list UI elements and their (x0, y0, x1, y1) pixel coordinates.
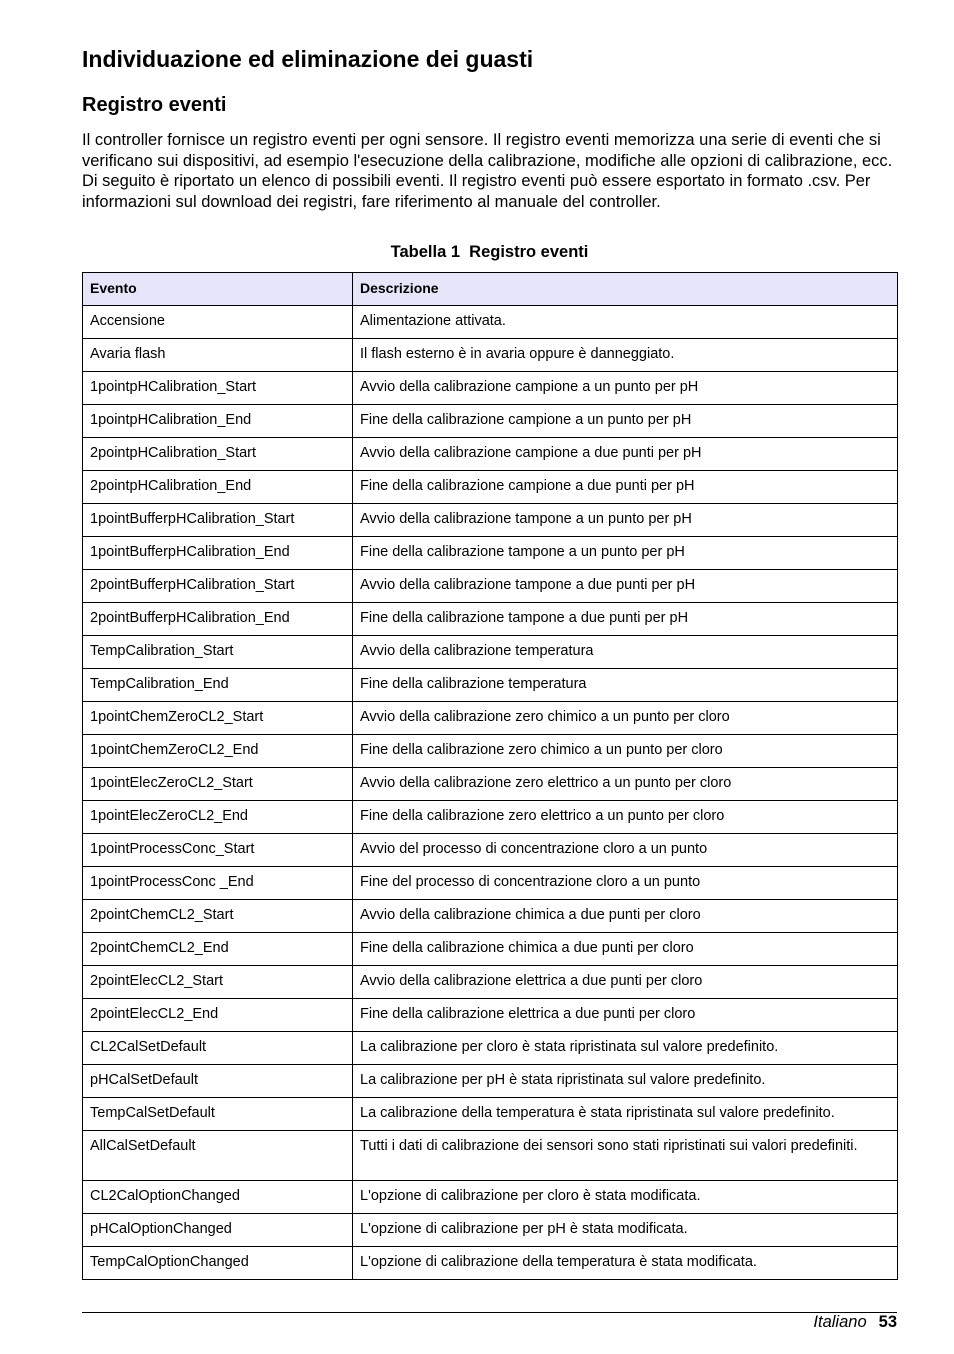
event-cell: CL2CalSetDefault (83, 1032, 353, 1065)
footer-language: Italiano (813, 1313, 867, 1331)
description-cell: L'opzione di calibrazione della temperatura è stata modificata. (353, 1247, 898, 1280)
description-cell: Fine della calibrazione tampone a due punti per pH (353, 603, 898, 636)
table-row (83, 735, 898, 768)
table-row (83, 834, 898, 867)
column-header-descrizione: Descrizione (353, 273, 898, 306)
event-cell: TempCalOptionChanged (83, 1247, 353, 1280)
table-row (83, 867, 898, 900)
description-cell: Fine del processo di concentrazione cloro a un punto (353, 867, 898, 900)
table-row (83, 405, 898, 438)
table-row (83, 768, 898, 801)
table-row (83, 471, 898, 504)
event-cell: 2pointElecCL2_Start (83, 966, 353, 999)
description-cell: La calibrazione per cloro è stata ripristinata sul valore predefinito. (353, 1032, 898, 1065)
description-cell: Fine della calibrazione elettrica a due punti per cloro (353, 999, 898, 1032)
event-cell: Avaria flash (83, 339, 353, 372)
table-row (83, 1214, 898, 1247)
description-cell: Avvio della calibrazione tampone a due punti per pH (353, 570, 898, 603)
event-cell: 2pointBufferpHCalibration_End (83, 603, 353, 636)
description-cell: Avvio della calibrazione zero chimico a un punto per cloro (353, 702, 898, 735)
event-cell: 1pointChemZeroCL2_End (83, 735, 353, 768)
table-row (83, 306, 898, 339)
table-header-row (83, 273, 898, 306)
event-cell: TempCalSetDefault (83, 1098, 353, 1131)
event-cell: 2pointChemCL2_End (83, 933, 353, 966)
description-cell: Fine della calibrazione temperatura (353, 669, 898, 702)
table-row (83, 669, 898, 702)
table-row (83, 1247, 898, 1280)
description-cell: Avvio della calibrazione chimica a due punti per cloro (353, 900, 898, 933)
event-cell: Accensione (83, 306, 353, 339)
events-table (82, 272, 898, 1280)
event-cell: pHCalSetDefault (83, 1065, 353, 1098)
description-cell: Avvio della calibrazione zero elettrico a un punto per cloro (353, 768, 898, 801)
table-row (83, 1098, 898, 1131)
table-row (83, 1181, 898, 1214)
table-caption: Tabella 1 Registro eventi (390, 243, 589, 261)
event-cell: AllCalSetDefault (83, 1131, 353, 1181)
column-header-evento: Evento (83, 273, 353, 306)
event-cell: 1pointProcessConc_Start (83, 834, 353, 867)
description-cell: Avvio della calibrazione elettrica a due punti per cloro (353, 966, 898, 999)
event-cell: 1pointBufferpHCalibration_Start (83, 504, 353, 537)
description-cell: La calibrazione per pH è stata ripristinata sul valore predefinito. (353, 1065, 898, 1098)
table-row (83, 702, 898, 735)
table-row (83, 801, 898, 834)
description-cell: Fine della calibrazione zero chimico a un punto per cloro (353, 735, 898, 768)
table-row (83, 999, 898, 1032)
table-row (83, 537, 898, 570)
table-row (83, 966, 898, 999)
table-row (83, 438, 898, 471)
table-row (83, 1065, 898, 1098)
description-cell: Avvio del processo di concentrazione cloro a un punto (353, 834, 898, 867)
event-cell: TempCalibration_End (83, 669, 353, 702)
description-cell: L'opzione di calibrazione per pH è stata modificata. (353, 1214, 898, 1247)
event-cell: 1pointProcessConc _End (83, 867, 353, 900)
description-cell: Avvio della calibrazione tampone a un punto per pH (353, 504, 898, 537)
table-row (83, 603, 898, 636)
description-cell: Fine della calibrazione campione a due punti per pH (353, 471, 898, 504)
event-cell: 1pointChemZeroCL2_Start (83, 702, 353, 735)
event-cell: 1pointpHCalibration_End (83, 405, 353, 438)
description-cell: Fine della calibrazione zero elettrico a un punto per cloro (353, 801, 898, 834)
description-cell: Il flash esterno è in avaria oppure è danneggiato. (353, 339, 898, 372)
table-row (83, 339, 898, 372)
event-cell: CL2CalOptionChanged (83, 1181, 353, 1214)
table-row (83, 1032, 898, 1065)
event-cell: 2pointpHCalibration_End (83, 471, 353, 504)
chapter-title: Individuazione ed eliminazione dei guasti (82, 46, 534, 72)
event-cell: 1pointpHCalibration_Start (83, 372, 353, 405)
table-row (83, 504, 898, 537)
event-cell: 2pointBufferpHCalibration_Start (83, 570, 353, 603)
description-cell: Tutti i dati di calibrazione dei sensori sono stati ripristinati sui valori predefiniti. (353, 1131, 898, 1181)
description-cell: Avvio della calibrazione temperatura (353, 636, 898, 669)
page-number: 53 (878, 1313, 897, 1331)
table-row (83, 1131, 898, 1181)
table-row (83, 372, 898, 405)
description-cell: Avvio della calibrazione campione a un punto per pH (353, 372, 898, 405)
page-footer (82, 1312, 897, 1332)
table-row (83, 570, 898, 603)
section-title: Registro eventi (82, 94, 227, 116)
table-row (83, 900, 898, 933)
description-cell: Fine della calibrazione tampone a un punto per pH (353, 537, 898, 570)
event-cell: pHCalOptionChanged (83, 1214, 353, 1247)
event-cell: 2pointpHCalibration_Start (83, 438, 353, 471)
table-row (83, 636, 898, 669)
description-cell: Fine della calibrazione chimica a due punti per cloro (353, 933, 898, 966)
intro-paragraph: Il controller fornisce un registro eventi per ogni sensore. Il registro eventi memorizza una serie di eventi che si verificano sui dispositivi, ad esempio l'esecuzione della calibrazione, modifiche alle opzioni di calibrazione, ecc. Di seguito è riportato un elenco di possibili eventi. Il registro eventi può essere esportato in formato .csv. Per informazioni sul download dei registri, fare riferimento al manuale del controller. (82, 131, 893, 211)
event-cell: 1pointElecZeroCL2_Start (83, 768, 353, 801)
description-cell: Alimentazione attivata. (353, 306, 898, 339)
description-cell: La calibrazione della temperatura è stata ripristinata sul valore predefinito. (353, 1098, 898, 1131)
event-cell: 2pointElecCL2_End (83, 999, 353, 1032)
event-cell: 1pointElecZeroCL2_End (83, 801, 353, 834)
table-row (83, 933, 898, 966)
description-cell: L'opzione di calibrazione per cloro è stata modificata. (353, 1181, 898, 1214)
event-cell: 2pointChemCL2_Start (83, 900, 353, 933)
description-cell: Fine della calibrazione campione a un punto per pH (353, 405, 898, 438)
event-cell: 1pointBufferpHCalibration_End (83, 537, 353, 570)
description-cell: Avvio della calibrazione campione a due punti per pH (353, 438, 898, 471)
event-cell: TempCalibration_Start (83, 636, 353, 669)
